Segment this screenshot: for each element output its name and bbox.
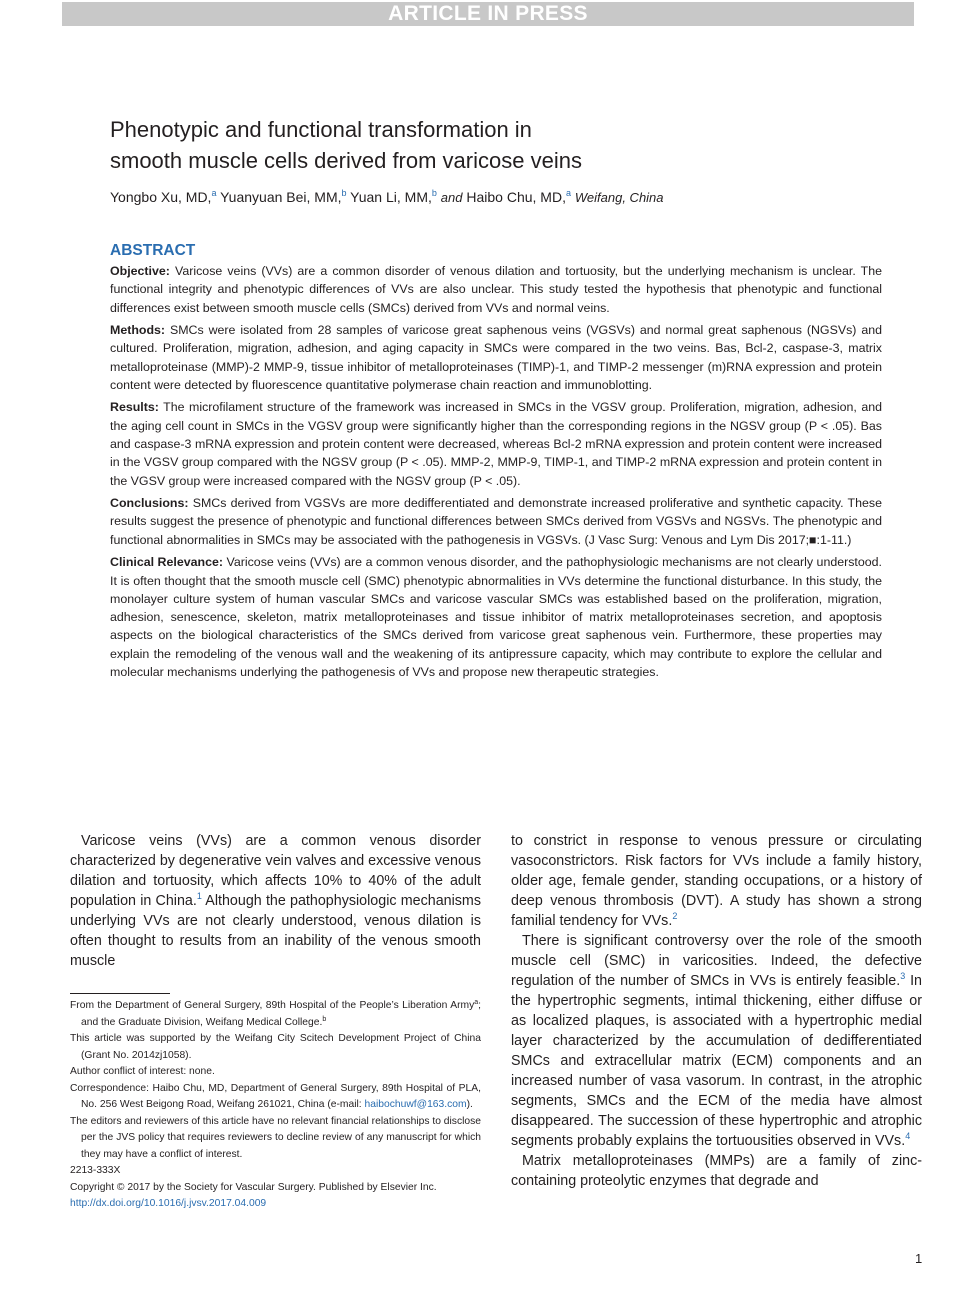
affiliation-marker[interactable]: b [431, 188, 437, 198]
author-name: Yongbo Xu, MD, [110, 189, 212, 205]
section-label: Clinical Relevance: [110, 555, 223, 570]
abstract-clinical-relevance [110, 553, 882, 681]
section-label: Conclusions: [110, 496, 189, 511]
author-name: Yuan Li, MM, [350, 189, 432, 205]
paragraph-text: to constrict in response to venous pressure or circulating vasoconstrictors. Risk factors for VVs include a family history, older age, female gender, standing occupations, or a history of deep venous thrombosis (DVT). A study has shown a strong familial tendency for VVs. [511, 833, 922, 929]
footnote-affiliation [70, 998, 481, 1031]
author-list [110, 187, 664, 208]
citation-link[interactable]: 4 [905, 1131, 911, 1141]
section-text: Varicose veins (VVs) are a common venous disorder, and the pathophysiologic mechanisms are not clearly understood. It is often thought that the smooth muscle cell (SMC) phenotypic abnormalities in VVs determine the functional disturbance. In this study, the monolayer culture system of human vascular SMCs and varicose vascular SMCs was established based on the proliferation, migration, adhesion, senescence, skeleton, matrix metalloproteinases and tissue inhibitor of matrix metalloproteinases secretion, and apoptosis aspects on the biological characteristics of the SMCs derived from varicose great saphenous vein. Furthermore, these properties may explain the remodeling of the venous wall and the weakening of its antipressure capacity, which may contribute to explore the cellular and molecular mechanisms underlying the pathogenesis of VVs and propose new therapeutic strategies. [110, 555, 882, 679]
author-name: Haibo Chu, MD, [466, 189, 566, 205]
footnote-conflict: Author conflict of interest: none. [70, 1066, 215, 1077]
footnote-editors: The editors and reviewers of this article have no relevant financial relationships to disclose per the JVS policy that requires reviewers to decline review of any manuscript for which they may have a conflict of interest. [70, 1115, 481, 1160]
citation-link[interactable]: 3 [900, 971, 906, 981]
body-paragraph [511, 931, 922, 1151]
body-paragraph [70, 831, 481, 971]
body-paragraph [511, 831, 922, 931]
citation-link[interactable]: 1 [196, 891, 202, 901]
author-name: Yuanyuan Bei, MM, [220, 189, 342, 205]
footnote-correspondence [70, 1081, 481, 1114]
affiliation-marker: a [474, 999, 479, 1006]
section-text: SMCs were isolated from 28 samples of varicose great saphenous veins (VGSVs) and normal great saphenous (NGSVs) and cultured. Proliferation, migration, adhesion, and aging capacity in SMCs were compared in the two veins. Bas, Bcl-2, caspase-3, matrix metalloproteinase (MMP)-2 MMP-9, tissue inhibitor of metalloproteinases (TIMP)-1, and TIMP-2 messenger (m)RNA expression and protein content were detected by fluorescence quantitative polymerase chain reaction and immunoblotting. [110, 323, 882, 392]
page-number: 1 [915, 1251, 923, 1266]
author-location: Weifang, China [574, 190, 664, 205]
paragraph-text: Although the pathophysiologic mechanisms underlying VVs are not clearly understood, venous dilation is often thought to results from an inability of the venous smooth muscle [70, 893, 481, 969]
paragraph-text: In the hypertrophic segments, intimal thickening, either diffuse or as localized plaques, is associated with a hypertrophic medial layer characterized by the accumulation of dedifferentiated SMCs and extracellular matrix (ECM) components and an increased number of vasa vasorum. In contrast, in the atrophic segments, SMCs and the ECM of the media have almost disappeared. The succession of these hypertrophic and atrophic segments probably explains the tortuousities observed in VVs. [511, 973, 922, 1149]
article-title [110, 114, 810, 176]
abstract-heading: ABSTRACT [110, 242, 196, 259]
body-column-left [70, 831, 481, 971]
citation-link[interactable]: 2 [672, 911, 678, 921]
title-line-1: Phenotypic and functional transformation in [110, 117, 532, 142]
footnote-divider [70, 993, 170, 994]
doi-link[interactable]: http://dx.doi.org/10.1016/j.jvsv.2017.04.009 [70, 1198, 267, 1209]
section-label: Results: [110, 400, 159, 415]
email-link[interactable]: haibochuwf@163.com [364, 1099, 467, 1110]
footnote-text: From the Department of General Surgery, 89th Hospital of the People’s Liberation Army [70, 1000, 475, 1011]
footnote-text: ). [466, 1099, 473, 1110]
footnote-support: This article was supported by the Weifang City Scitech Development Project of China (Grant No. 2014zj1058). [70, 1033, 481, 1061]
author-conjunction: and [440, 190, 463, 205]
paragraph-text: Varicose veins (VVs) are a common venous disorder characterized by degenerative vein valves and excessive venous dilation and tortuosity, which affects 10% to 40% of the adult population in China. [70, 833, 481, 909]
section-text: Varicose veins (VVs) are a common disorder of venous dilation and tortuosity, but the underlying mechanism is unclear. The functional integrity and phenotypic differences of VVs are also unclear. This study tested the hypothesis that phenotypic and functional differences exist between smooth muscle cells (SMCs) derived from VVs and normal veins. [110, 264, 882, 315]
abstract-methods [110, 321, 882, 394]
footnotes [70, 998, 481, 1213]
body-column-right [511, 831, 922, 1191]
copyright: Copyright © 2017 by the Society for Vascular Surgery. Published by Elsevier Inc. [70, 1181, 437, 1193]
section-label: Methods: [110, 323, 166, 338]
paragraph-text: There is significant controversy over the role of the smooth muscle cell (SMC) in varicosities. Indeed, the defective regulation of the number of SMCs in VVs is entirely feasible. [511, 933, 922, 989]
abstract-conclusions [110, 494, 882, 549]
footnote-text: Correspondence: Haibo Chu, MD, Department of General Surgery, 89th Hospital of PLA, No. 256 West Beigong Road, Weifang 261021, China (e-mail: [70, 1082, 481, 1110]
section-label: Objective: [110, 264, 170, 278]
affiliation-marker[interactable]: b [341, 188, 347, 198]
affiliation-marker: b [322, 1015, 327, 1023]
abstract-results [110, 398, 882, 489]
abstract-body [110, 262, 882, 685]
article-in-press-banner: ARTICLE IN PRESS [62, 2, 914, 26]
affiliation-marker[interactable]: a [565, 188, 571, 198]
abstract-objective [110, 262, 882, 317]
body-paragraph: Matrix metalloproteinases (MMPs) are a family of zinc-containing proteolytic enzymes that degrade and [511, 1153, 922, 1189]
affiliation-marker[interactable]: a [211, 188, 217, 198]
issn: 2213-333X [70, 1165, 121, 1176]
title-line-2: smooth muscle cells derived from varicose veins [110, 148, 582, 173]
footnote-text: ; and the Graduate Division, Weifang Medical College. [81, 1000, 481, 1028]
section-text: The microfilament structure of the framework was increased in SMCs in the VGSV group. Proliferation, migration, adhesion, and the aging cell count in SMCs in the VGSV group were significantly higher than the corresponding regions in the NGSV group (P < .05). Bas and caspase-3 mRNA expression and protein content were decreased, whereas Bcl-2 mRNA expression and protein content were increased in the VGSV group compared with the NGSV group (P < .05). MMP-2, MMP-9, TIMP-1, and TIMP-2 mRNA expression and protein content in the VGSV group were increased compared with the NGSV group (P < .05). [110, 400, 882, 488]
section-text: SMCs derived from VGSVs are more dedifferentiated and demonstrate increased proliferative and synthetic capacity. These results suggest the presence of phenotypic and functional differences between SMCs derived from VGSVs and NGSVs. The phenotypic and functional abnormalities in SMCs may be associated with the pathogenesis in VGSVs. (J Vasc Surg: Venous and Lym Dis 2017;■:1-11.) [110, 496, 882, 547]
